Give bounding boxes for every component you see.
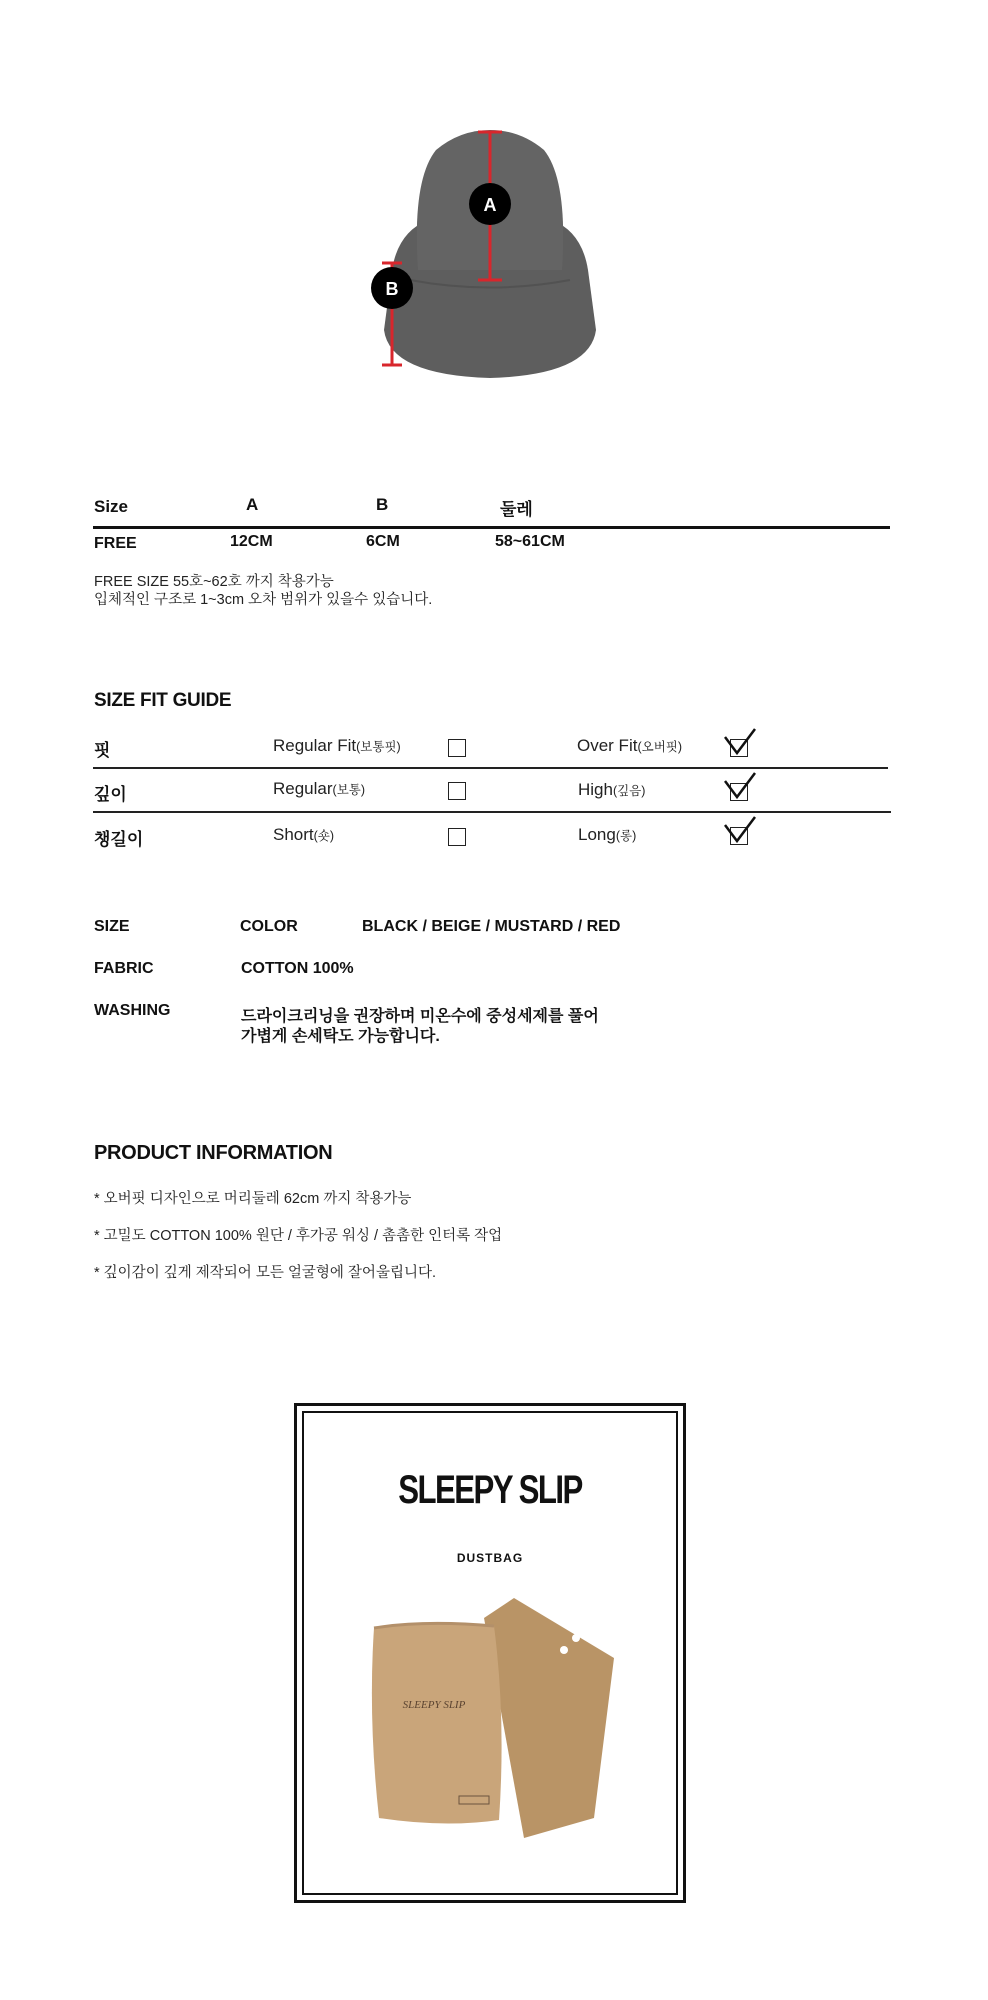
fit-option-1: Regular Fit(보통핏)	[273, 736, 401, 755]
depth-option-1: Regular(보통)	[273, 779, 366, 798]
dustbag-photo	[364, 1598, 634, 1838]
short-brim-checkbox[interactable]	[448, 828, 466, 846]
long-brim-checkbox-checked[interactable]	[723, 815, 759, 849]
regular-depth-checkbox[interactable]	[448, 782, 466, 800]
bag-print: SLEEPY SLIP	[402, 1699, 466, 1711]
size-note-1: FREE SIZE 55호~62호 까지 착용가능	[94, 574, 334, 590]
dustbag-brand: SLEEPY SLIP	[398, 1468, 582, 1512]
size-header: Size	[94, 497, 129, 516]
info-item: * 깊이감이 깊게 제작되어 모든 얼굴형에 잘어울립니다.	[94, 1265, 436, 1281]
label-b: B	[385, 279, 399, 299]
depth-row-label: 깊이	[94, 785, 127, 804]
fit-row-label: 핏	[94, 741, 111, 760]
washing-line-2: 가볍게 손세탁도 가능합니다.	[241, 1028, 440, 1045]
size-key: SIZE	[94, 918, 130, 935]
row-divider	[93, 767, 888, 769]
brim-row-label: 챙길이	[94, 830, 144, 849]
girth-header: 둘레	[500, 500, 533, 519]
high-depth-checkbox-checked[interactable]	[723, 771, 759, 805]
a-value: 12CM	[230, 533, 273, 550]
brim-option-1: Short(숏)	[273, 825, 335, 844]
color-key: COLOR	[240, 918, 298, 935]
hat-diagram	[340, 120, 640, 390]
fit-option-2: Over Fit(오버핏)	[577, 736, 683, 755]
front-bag	[372, 1623, 502, 1823]
brim-option-2: Long(롱)	[578, 825, 637, 844]
washing-line-1: 드라이크리닝을 권장하며 미온수에 중성세제를 풀어	[241, 1008, 599, 1025]
label-a: A	[483, 195, 497, 215]
fabric-key: FABRIC	[94, 960, 154, 977]
check-mark-icon	[725, 729, 755, 753]
table-divider	[93, 526, 890, 529]
depth-option-2: High(깊음)	[578, 780, 646, 799]
a-header: A	[246, 495, 259, 514]
girth-value: 58~61CM	[495, 533, 565, 550]
check-mark-icon	[725, 817, 755, 841]
fit-guide-title: SIZE FIT GUIDE	[94, 690, 232, 711]
color-value: BLACK / BEIGE / MUSTARD / RED	[362, 918, 621, 935]
info-item: * 오버핏 디자인으로 머리둘레 62cm 까지 착용가능	[94, 1191, 412, 1207]
back-bag	[484, 1598, 614, 1838]
regular-fit-checkbox[interactable]	[448, 739, 466, 757]
dustbag-card	[294, 1403, 686, 1903]
size-note-2: 입체적인 구조로 1~3cm 오차 범위가 있을수 있습니다.	[94, 592, 433, 608]
product-info-title: PRODUCT INFORMATION	[94, 1142, 333, 1164]
check-mark-icon	[725, 773, 755, 797]
info-item: * 고밀도 COTTON 100% 원단 / 후가공 워싱 / 촘촘한 인터록 작업	[94, 1228, 503, 1244]
b-value: 6CM	[366, 533, 400, 550]
washing-key: WASHING	[94, 1002, 171, 1019]
row-divider	[93, 811, 891, 813]
b-header: B	[376, 495, 389, 514]
over-fit-checkbox-checked[interactable]	[723, 727, 759, 761]
fabric-value: COTTON 100%	[241, 960, 354, 977]
size-value: FREE	[94, 535, 137, 552]
dustbag-subtitle: DUSTBAG	[456, 1551, 524, 1565]
